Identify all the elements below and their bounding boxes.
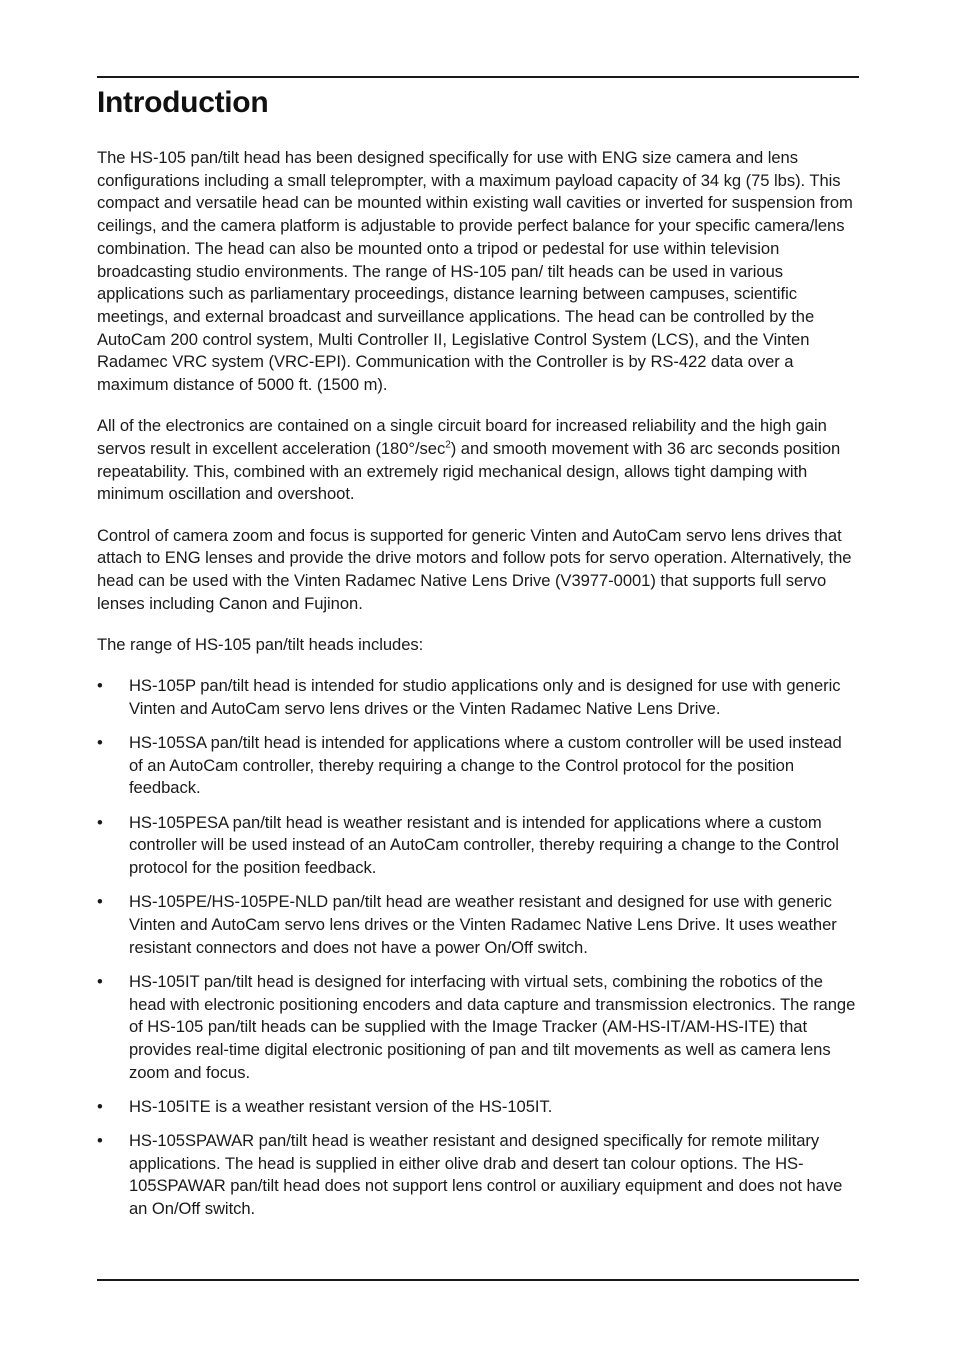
electronics-text-end: ) and smooth movement with 36 arc seconds position repeatability. This, combined with an extremely rigid mechanical design, allows tight damping with minimum oscillation and overshoot.: [97, 438, 841, 504]
list-item: [97, 1130, 859, 1221]
list-item-text: HS-105P pan/tilt head is intended for studio applications only and is designed for use with generic Vinten and AutoCam servo lens drives or the Vinten Radamec Native Lens Drive.: [129, 676, 841, 718]
bullet-icon: •: [97, 892, 103, 912]
list-item: [97, 812, 859, 880]
list-item: [97, 1096, 859, 1119]
page-title: Introduction: [97, 86, 269, 119]
body-content: [97, 147, 859, 1232]
bullet-icon: •: [97, 812, 103, 832]
bottom-rule: [97, 1279, 859, 1281]
electronics-paragraph: [97, 415, 859, 506]
top-rule: [97, 76, 859, 78]
list-item: [97, 732, 859, 800]
bullet-icon: •: [97, 732, 103, 752]
intro-paragraph: The HS-105 pan/tilt head has been designed specifically for use with ENG size camera and lens configurations including a small teleprompter, with a maximum payload capacity of 34 kg (75 lbs). This compact and versatile head can be mounted within existing wall cavities or inverted for suspension from ceilings, and the camera platform is adjustable to provide perfect balance for your specific camera/lens combination. The head can also be mounted onto a tripod or pedestal for use within television broadcasting studio environments. The range of HS-105 pan/ tilt heads can be used in various applications such as parliamentary proceedings, distance learning between campuses, scientific meetings, and external broadcast and surveillance applications. The head can be controlled by the AutoCam 200 control system, Multi Controller II, Legislative Control System (LCS), and the Vinten Radamec VRC system (VRC-EPI). Communication with the Controller is by RS-422 data over a maximum distance of 5000 ft. (1500 m).: [97, 148, 853, 395]
bullet-icon: •: [97, 971, 103, 991]
list-item: [97, 891, 859, 959]
bullet-icon: •: [97, 1131, 103, 1151]
range-intro-paragraph: The range of HS-105 pan/tilt heads includes:: [97, 634, 424, 654]
list-item-text: HS-105PE/HS-105PE-NLD pan/tilt head are weather resistant and designed for use with generic Vinten and AutoCam servo lens drives or the Vinten Radamec Native Lens Drive. It uses weather resistant connectors and does not have a power On/Off switch.: [129, 892, 837, 957]
list-item-text: HS-105PESA pan/tilt head is weather resistant and is intended for applications where a custom controller will be used instead of an AutoCam controller, thereby requiring a change to the Control protocol for the position feedback.: [129, 812, 839, 877]
list-item-text: HS-105ITE is a weather resistant version of the HS-105IT.: [129, 1096, 553, 1116]
lens-control-paragraph: Control of camera zoom and focus is supported for generic Vinten and AutoCam servo lens drives that attach to ENG lenses and provide the drive motors and follow pots for servo operation. Alternatively, the head can be used with the Vinten Radamec Native Lens Drive (V3977-0001) that supports full servo lenses including Canon and Fujinon.: [97, 525, 852, 613]
list-item: [97, 971, 859, 1085]
list-item: [97, 675, 859, 720]
list-item-text: HS-105SPAWAR pan/tilt head is weather resistant and designed specifically for remote military applications. The head is supplied in either olive drab and desert tan colour options. The HS-105SPAWAR pan/tilt head does not support lens control or auxiliary equipment and does not have an On/Off switch.: [129, 1131, 843, 1219]
list-item-text: HS-105SA pan/tilt head is intended for applications where a custom controller will be used instead of an AutoCam controller, thereby requiring a change to the Control protocol for the position feedback.: [129, 732, 842, 798]
electronics-text-start: All of the electronics are contained on a single circuit board for increased reliability and the high gain servos result in excellent acceleration (180°/sec: [97, 416, 827, 458]
bullet-icon: •: [97, 676, 103, 696]
bullet-icon: •: [97, 1096, 103, 1116]
model-list: [97, 675, 859, 1221]
superscript: 2: [445, 439, 451, 451]
list-item-text: HS-105IT pan/tilt head is designed for interfacing with virtual sets, combining the robotics of the head with electronic positioning encoders and data capture and transmission electronics. The range of HS-105 pan/tilt heads can be supplied with the Image Tracker (AM-HS-IT/AM-HS-ITE) that provides real-time digital electronic positioning of pan and tilt movements as well as camera lens zoom and focus.: [129, 971, 856, 1082]
